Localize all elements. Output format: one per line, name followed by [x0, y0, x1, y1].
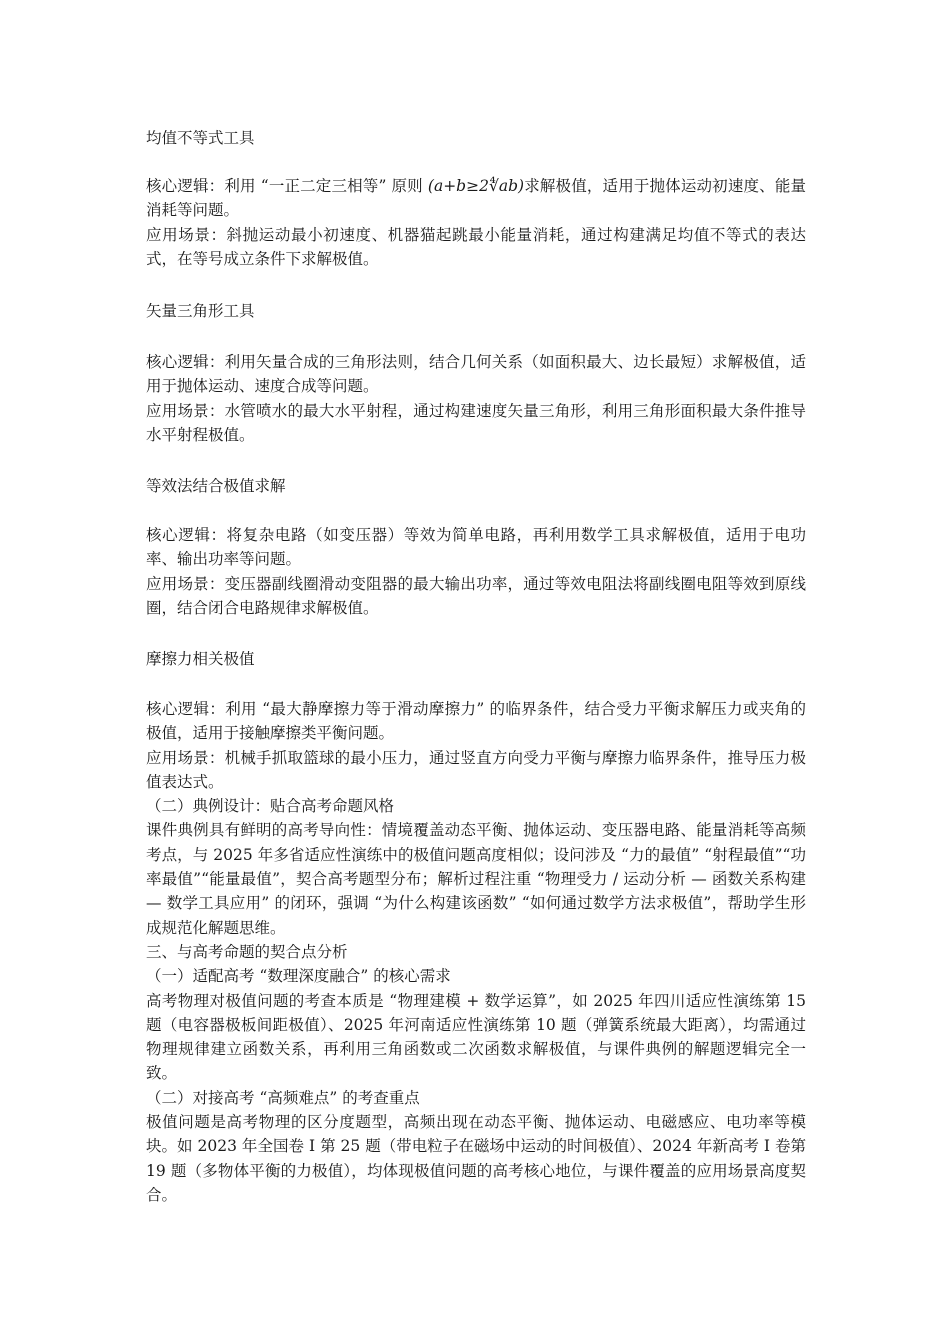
section-body: [146, 350, 806, 447]
section-title: 等效法结合极值求解: [146, 477, 286, 495]
subsection-heading: （一）适配高考 “数理深度融合” 的核心需求: [146, 967, 451, 986]
section-body: [146, 523, 806, 620]
body-paragraph: 课件典例具有鲜明的高考导向性：情境覆盖动态平衡、抛体运动、变压器电路、能量消耗等高频考点，与 2025 年多省适应性演练中的极值问题高度相似；设问涉及 “力的最值” “射程最值”“功率最值”“能量最值”，契合高考题型分布；解析过程注重 “物理受力 / 运动分析 — 函数关系构建 — 数学工具应用” 的闭环，强调 “为什么构建该函数” “如何通过数学方法求极值”，帮助学生形成规范化解题思维。: [146, 821, 806, 937]
section-title: 矢量三角形工具: [146, 302, 255, 320]
scenario-paragraph: 应用场景：水管喷水的最大水平射程，通过构建速度矢量三角形，利用三角形面积最大条件推导水平射程极值。: [146, 401, 806, 444]
section-title: 摩擦力相关极值: [146, 650, 255, 668]
section-title: 均值不等式工具: [146, 129, 255, 147]
core-logic-prefix: 核心逻辑：利用 “一正二定三相等” 原则: [146, 177, 428, 195]
scenario-paragraph: 应用场景：机械手抓取篮球的最小压力，通过竖直方向受力平衡与摩擦力临界条件，推导压力极值表达式。: [146, 748, 806, 791]
section-body: [146, 697, 806, 1207]
body-paragraph: 极值问题是高考物理的区分度题型，高频出现在动态平衡、抛体运动、电磁感应、电功率等模块。如 2023 年全国卷 Ⅰ 第 25 题（带电粒子在磁场中运动的时间极值）、2024 年新高考 Ⅰ 卷第 19 题（多物体平衡的力极值），均体现极值问题的高考核心地位，与课件覆盖的应用场景高度契合。: [146, 1113, 806, 1204]
core-logic-suffix: 求解极值，适用于抛体运动初速度、能量消耗等问题。: [146, 177, 806, 220]
core-logic-paragraph: 核心逻辑：将复杂电路（如变压器）等效为简单电路，再利用数学工具求解极值，适用于电功率、输出功率等问题。: [146, 526, 806, 569]
core-logic-paragraph: 核心逻辑：利用矢量合成的三角形法则，结合几何关系（如面积最大、边长最短）求解极值，适用于抛体运动、速度合成等问题。: [146, 353, 806, 396]
scenario-paragraph: 应用场景：变压器副线圈滑动变阻器的最大输出功率，通过等效电阻法将副线圈电阻等效到原线圈，结合闭合电路规律求解极值。: [146, 574, 806, 617]
section-body: [146, 174, 806, 271]
subsection-heading: （二）典例设计：贴合高考命题风格: [146, 797, 395, 816]
core-logic-paragraph: 核心逻辑：利用 “最大静摩擦力等于滑动摩擦力” 的临界条件，结合受力平衡求解压力或夹角的极值，适用于接触摩擦类平衡问题。: [146, 700, 806, 743]
inequality-formula: (a+b≥2∜ab): [427, 177, 525, 195]
scenario-paragraph: 应用场景：斜抛运动最小初速度、机器猫起跳最小能量消耗，通过构建满足均值不等式的表达式，在等号成立条件下求解极值。: [146, 225, 806, 268]
subsection-heading: （二）对接高考 “高频难点” 的考查重点: [146, 1088, 420, 1107]
core-logic-paragraph: [146, 174, 806, 223]
body-paragraph: 高考物理对极值问题的考查本质是 “物理建模 + 数学运算”，如 2025 年四川适应性演练第 15 题（电容器极板间距极值）、2025 年河南适应性演练第 10 题（弹簧系统最大距离），均需通过物理规律建立函数关系，再利用三角函数或二次函数求解极值，与课件典例的解题逻辑完全一致。: [146, 991, 806, 1083]
chapter-heading: 三、与高考命题的契合点分析: [146, 942, 348, 961]
